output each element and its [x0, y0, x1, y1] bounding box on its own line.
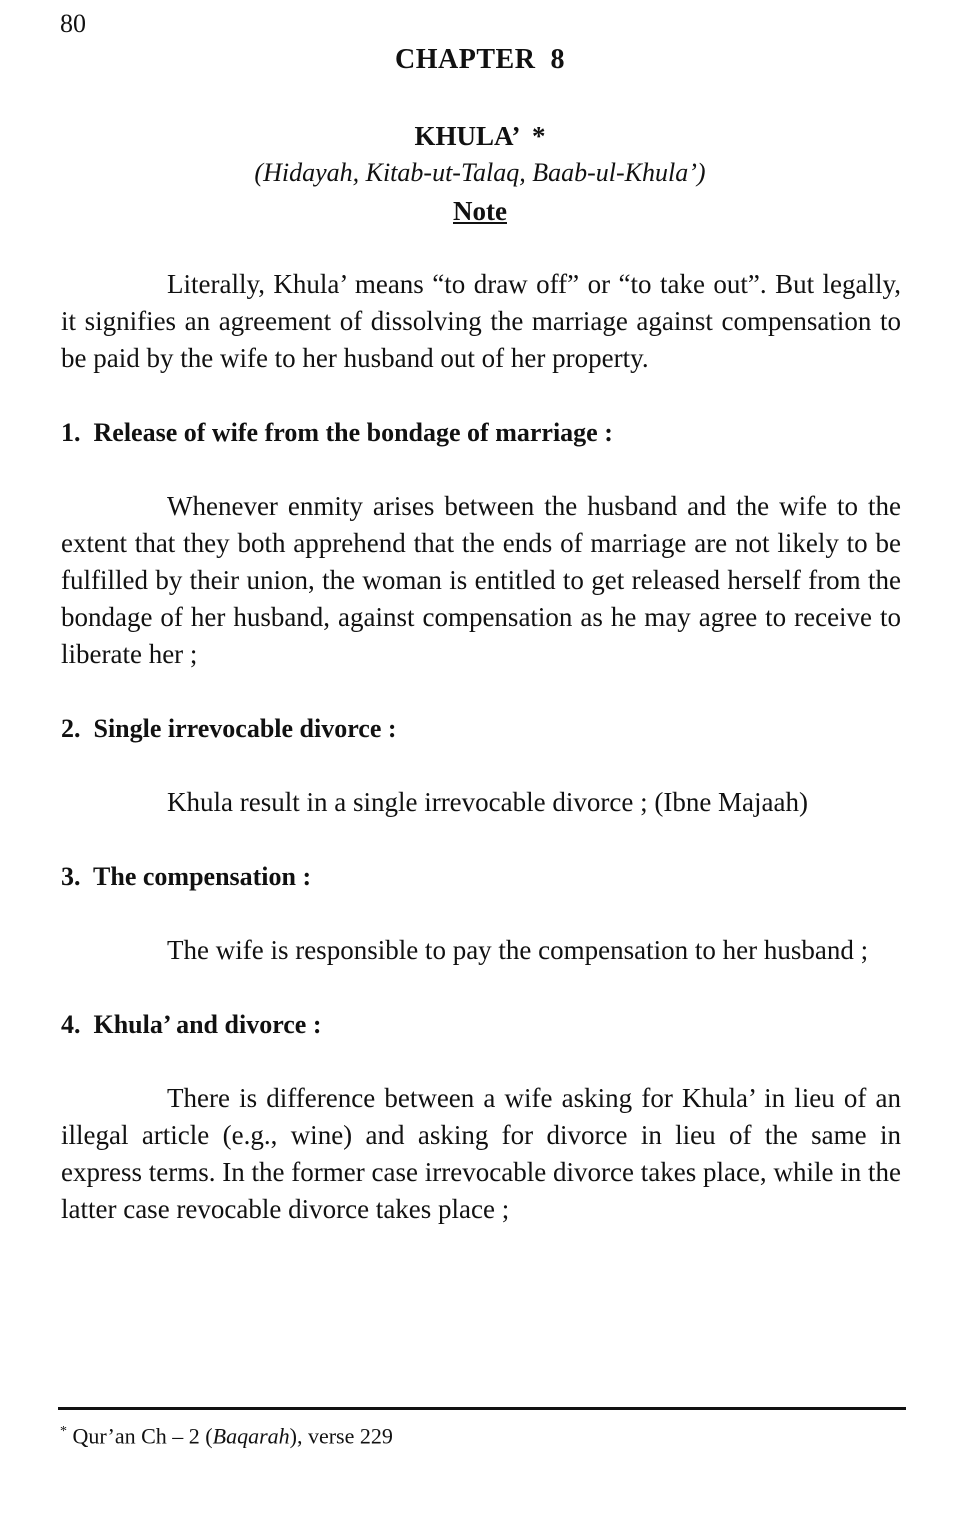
section-text-3: The wife is responsible to pay the compensation to her husband ;: [167, 935, 869, 965]
section-heading-4: 4. Khula’ and divorce :: [61, 1010, 322, 1039]
note-heading: Note: [453, 196, 507, 226]
intro-paragraph: Literally, Khula’ means “to draw off” or “to take out”. But legally, it signifies an agreement of dissolving the marriage against compensation to be paid by the wife to her husband out of her property.: [61, 269, 901, 373]
title-block: [0, 118, 960, 230]
chapter-heading: CHAPTER 8: [395, 44, 565, 75]
section-text-4: There is difference between a wife asking for Khula’ in lieu of an illegal article (e.g., wine) and asking for divorce in lieu of the same in express terms. In the former case irrevocable divorce takes place, while in the latter case revocable divorce takes place ;: [61, 1083, 901, 1224]
section-heading-1: 1. Release of wife from the bondage of marriage :: [61, 418, 613, 447]
footnote-marker: *: [60, 1424, 67, 1439]
footnote-italic: Baqarah: [212, 1423, 290, 1449]
section-text-2: Khula result in a single irrevocable divorce ; (Ibne Majaah): [167, 787, 808, 817]
main-content: [61, 266, 901, 1228]
footnote-suffix: ), verse 229: [289, 1423, 393, 1449]
footnote: [60, 1418, 393, 1450]
section-heading-3: 3. The compensation :: [61, 862, 312, 891]
section-heading-2: 2. Single irrevocable divorce :: [61, 714, 397, 743]
footnote-divider: [58, 1407, 906, 1410]
footnote-prefix: Qur’an Ch – 2 (: [67, 1423, 213, 1449]
page-title: KHULA’ *: [414, 121, 546, 151]
page-subtitle: (Hidayah, Kitab-ut-Talaq, Baab-ul-Khula’): [254, 158, 706, 187]
section-text-1: Whenever enmity arises between the husband and the wife to the extent that they both apprehend that the ends of marriage are not likely to be fulfilled by their union, the woman is entitled to get released herself from the bondage of her husband, against compensation as he may agree to receive to liberate her ;: [61, 491, 901, 669]
page-number: 80: [60, 9, 86, 38]
